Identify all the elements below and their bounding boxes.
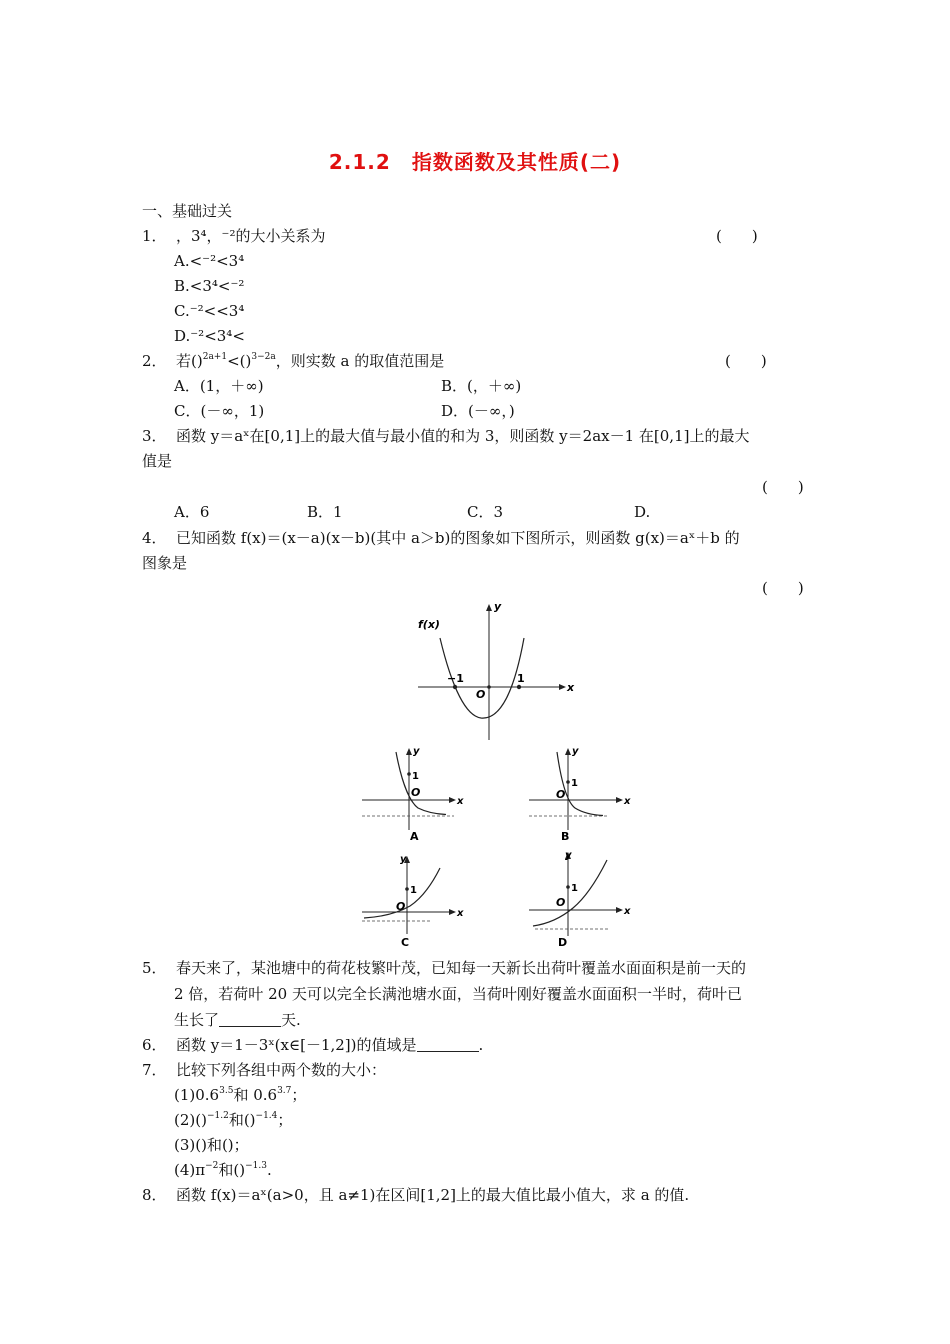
neg-one-label: −1 (447, 672, 464, 685)
figure-fx-graph (410, 598, 580, 746)
q3-option-a: A．6 (174, 503, 210, 521)
option-label: C (401, 936, 410, 949)
y-label: y (400, 854, 407, 865)
section-heading: 一、基础过关 (142, 202, 233, 220)
one-label: 1 (571, 883, 578, 894)
q4-answer-paren: ( ) (762, 579, 804, 597)
y-label: y (572, 746, 579, 757)
origin-label: O (476, 688, 486, 701)
q1-option-b: B.<3⁴<⁻² (174, 277, 245, 295)
y-axis-arrow (486, 604, 492, 611)
q8-number: 8． (142, 1186, 167, 1204)
point-one (407, 772, 411, 776)
option-b-graph (527, 744, 637, 844)
y-label: y (413, 746, 420, 757)
q2-option-d: D．(－∞，) (441, 402, 515, 420)
q2-stem: 若()$^{2a+1}$<()$^{3-2a}$，则实数 a 的取值范围是 (176, 352, 445, 370)
y-label: y (565, 850, 572, 861)
q1-option-d: D.⁻²<3⁴< (174, 327, 245, 345)
option-label: B (561, 830, 570, 843)
root-point-neg (453, 685, 457, 689)
q5-number: 5． (142, 959, 167, 977)
q1-option-c: C.⁻²<<3⁴ (174, 302, 245, 320)
q3-number: 3． (142, 427, 167, 445)
x-axis-arrow (616, 907, 623, 913)
one-label: 1 (410, 885, 417, 896)
exp-curve (396, 752, 446, 815)
y-label: y (494, 600, 502, 613)
q2-option-b: B．(，＋∞) (441, 377, 522, 395)
option-a-graph (360, 744, 470, 844)
q3-stem-line2: 值是 (142, 452, 173, 470)
origin-label: O (556, 788, 566, 801)
q6-answer-blank (417, 1037, 479, 1052)
q1-answer-paren: ( ) (716, 227, 758, 245)
q4-stem-line2: 图象是 (142, 554, 188, 572)
option-label: D (558, 936, 568, 949)
option-d-graph (527, 850, 637, 950)
q4-number: 4． (142, 529, 167, 547)
x-axis-arrow (559, 684, 566, 690)
q1-stem: ，3⁴，⁻²的大小关系为 (176, 227, 326, 245)
q2-option-a: A．(1，＋∞) (174, 377, 264, 395)
point-one (405, 887, 409, 891)
x-label: x (457, 796, 464, 807)
q6-stem: 函数 y＝1－3ˣ(x∈[－1,2])的值域是 . (176, 1036, 484, 1054)
q2-option-c: C．(－∞，1) (174, 402, 265, 420)
option-label: A (410, 830, 419, 843)
point-one (566, 885, 570, 889)
q8-stem: 函数 f(x)＝aˣ(a>0，且 a≠1)在区间[1,2]上的最大值比最小值大，求 a 的值. (176, 1186, 690, 1204)
q3-stem-line1: 函数 y＝aˣ在[0,1]上的最大值与最小值的和为 3，则函数 y＝2ax－1 在[0,1]上的最大 (176, 427, 750, 445)
one-label: 1 (571, 778, 578, 789)
q6-number: 6． (142, 1036, 167, 1054)
origin-label: O (556, 896, 566, 909)
x-axis-arrow (449, 909, 456, 915)
q7-part2: (2)()$^{-1.2}$和()$^{-1.4}$； (174, 1111, 293, 1129)
q1-number: 1． (142, 227, 167, 245)
q3-option-b: B．1 (307, 503, 343, 521)
q7-part4: $(4)\pi^{-2}$和()$^{-1.3}$. (174, 1161, 272, 1179)
q3-option-d: D. (634, 503, 651, 521)
exp-curve (557, 752, 603, 816)
x-axis-arrow (449, 797, 456, 803)
x-label: x (457, 908, 464, 919)
q7-number: 7． (142, 1061, 167, 1079)
q7-stem: 比较下列各组中两个数的大小： (176, 1061, 387, 1079)
x-label: x (624, 796, 631, 807)
origin-label: O (411, 786, 421, 799)
fx-label: f(x) (418, 618, 440, 631)
x-axis-arrow (616, 797, 623, 803)
q2-number: 2． (142, 352, 167, 370)
one-label: 1 (412, 771, 419, 782)
q5-line3: 生长了 天. (174, 1011, 301, 1029)
q3-answer-paren: ( ) (762, 478, 804, 496)
option-c-graph (360, 850, 470, 950)
origin-label: O (396, 900, 406, 913)
root-point-pos (517, 685, 521, 689)
q5-line1: 春天来了，某池塘中的荷花枝繁叶茂，已知每一天新长出荷叶覆盖水面面积是前一天的 (176, 959, 747, 977)
origin-point (487, 685, 491, 689)
exp-curve (533, 860, 607, 926)
q5-line2: 2 倍，若荷叶 20 天可以完全长满池塘水面，当荷叶刚好覆盖水面面积一半时，荷叶已 (174, 985, 742, 1003)
x-label: x (624, 906, 631, 917)
q3-option-c: C．3 (467, 503, 504, 521)
q4-stem-line1: 已知函数 f(x)＝(x－a)(x－b)(其中 a＞b)的图象如下图所示，则函数 g(x)＝aˣ＋b 的 (176, 529, 740, 547)
q1-option-a: A.<⁻²<3⁴ (174, 252, 245, 270)
q2-answer-paren: ( ) (725, 352, 767, 370)
y-axis-arrow (565, 748, 571, 755)
q7-part3: (3)()和()； (174, 1136, 249, 1154)
y-axis-arrow (406, 748, 412, 755)
x-label: x (567, 681, 575, 694)
q5-answer-blank (219, 1012, 281, 1027)
point-one (566, 780, 570, 784)
one-label: 1 (517, 672, 525, 685)
page-title: 2.1.2 指数函数及其性质(二) (328, 150, 622, 174)
q7-part1: $(1)0.6^{3.5}$和 $0.6^{3.7}$； (174, 1086, 307, 1104)
